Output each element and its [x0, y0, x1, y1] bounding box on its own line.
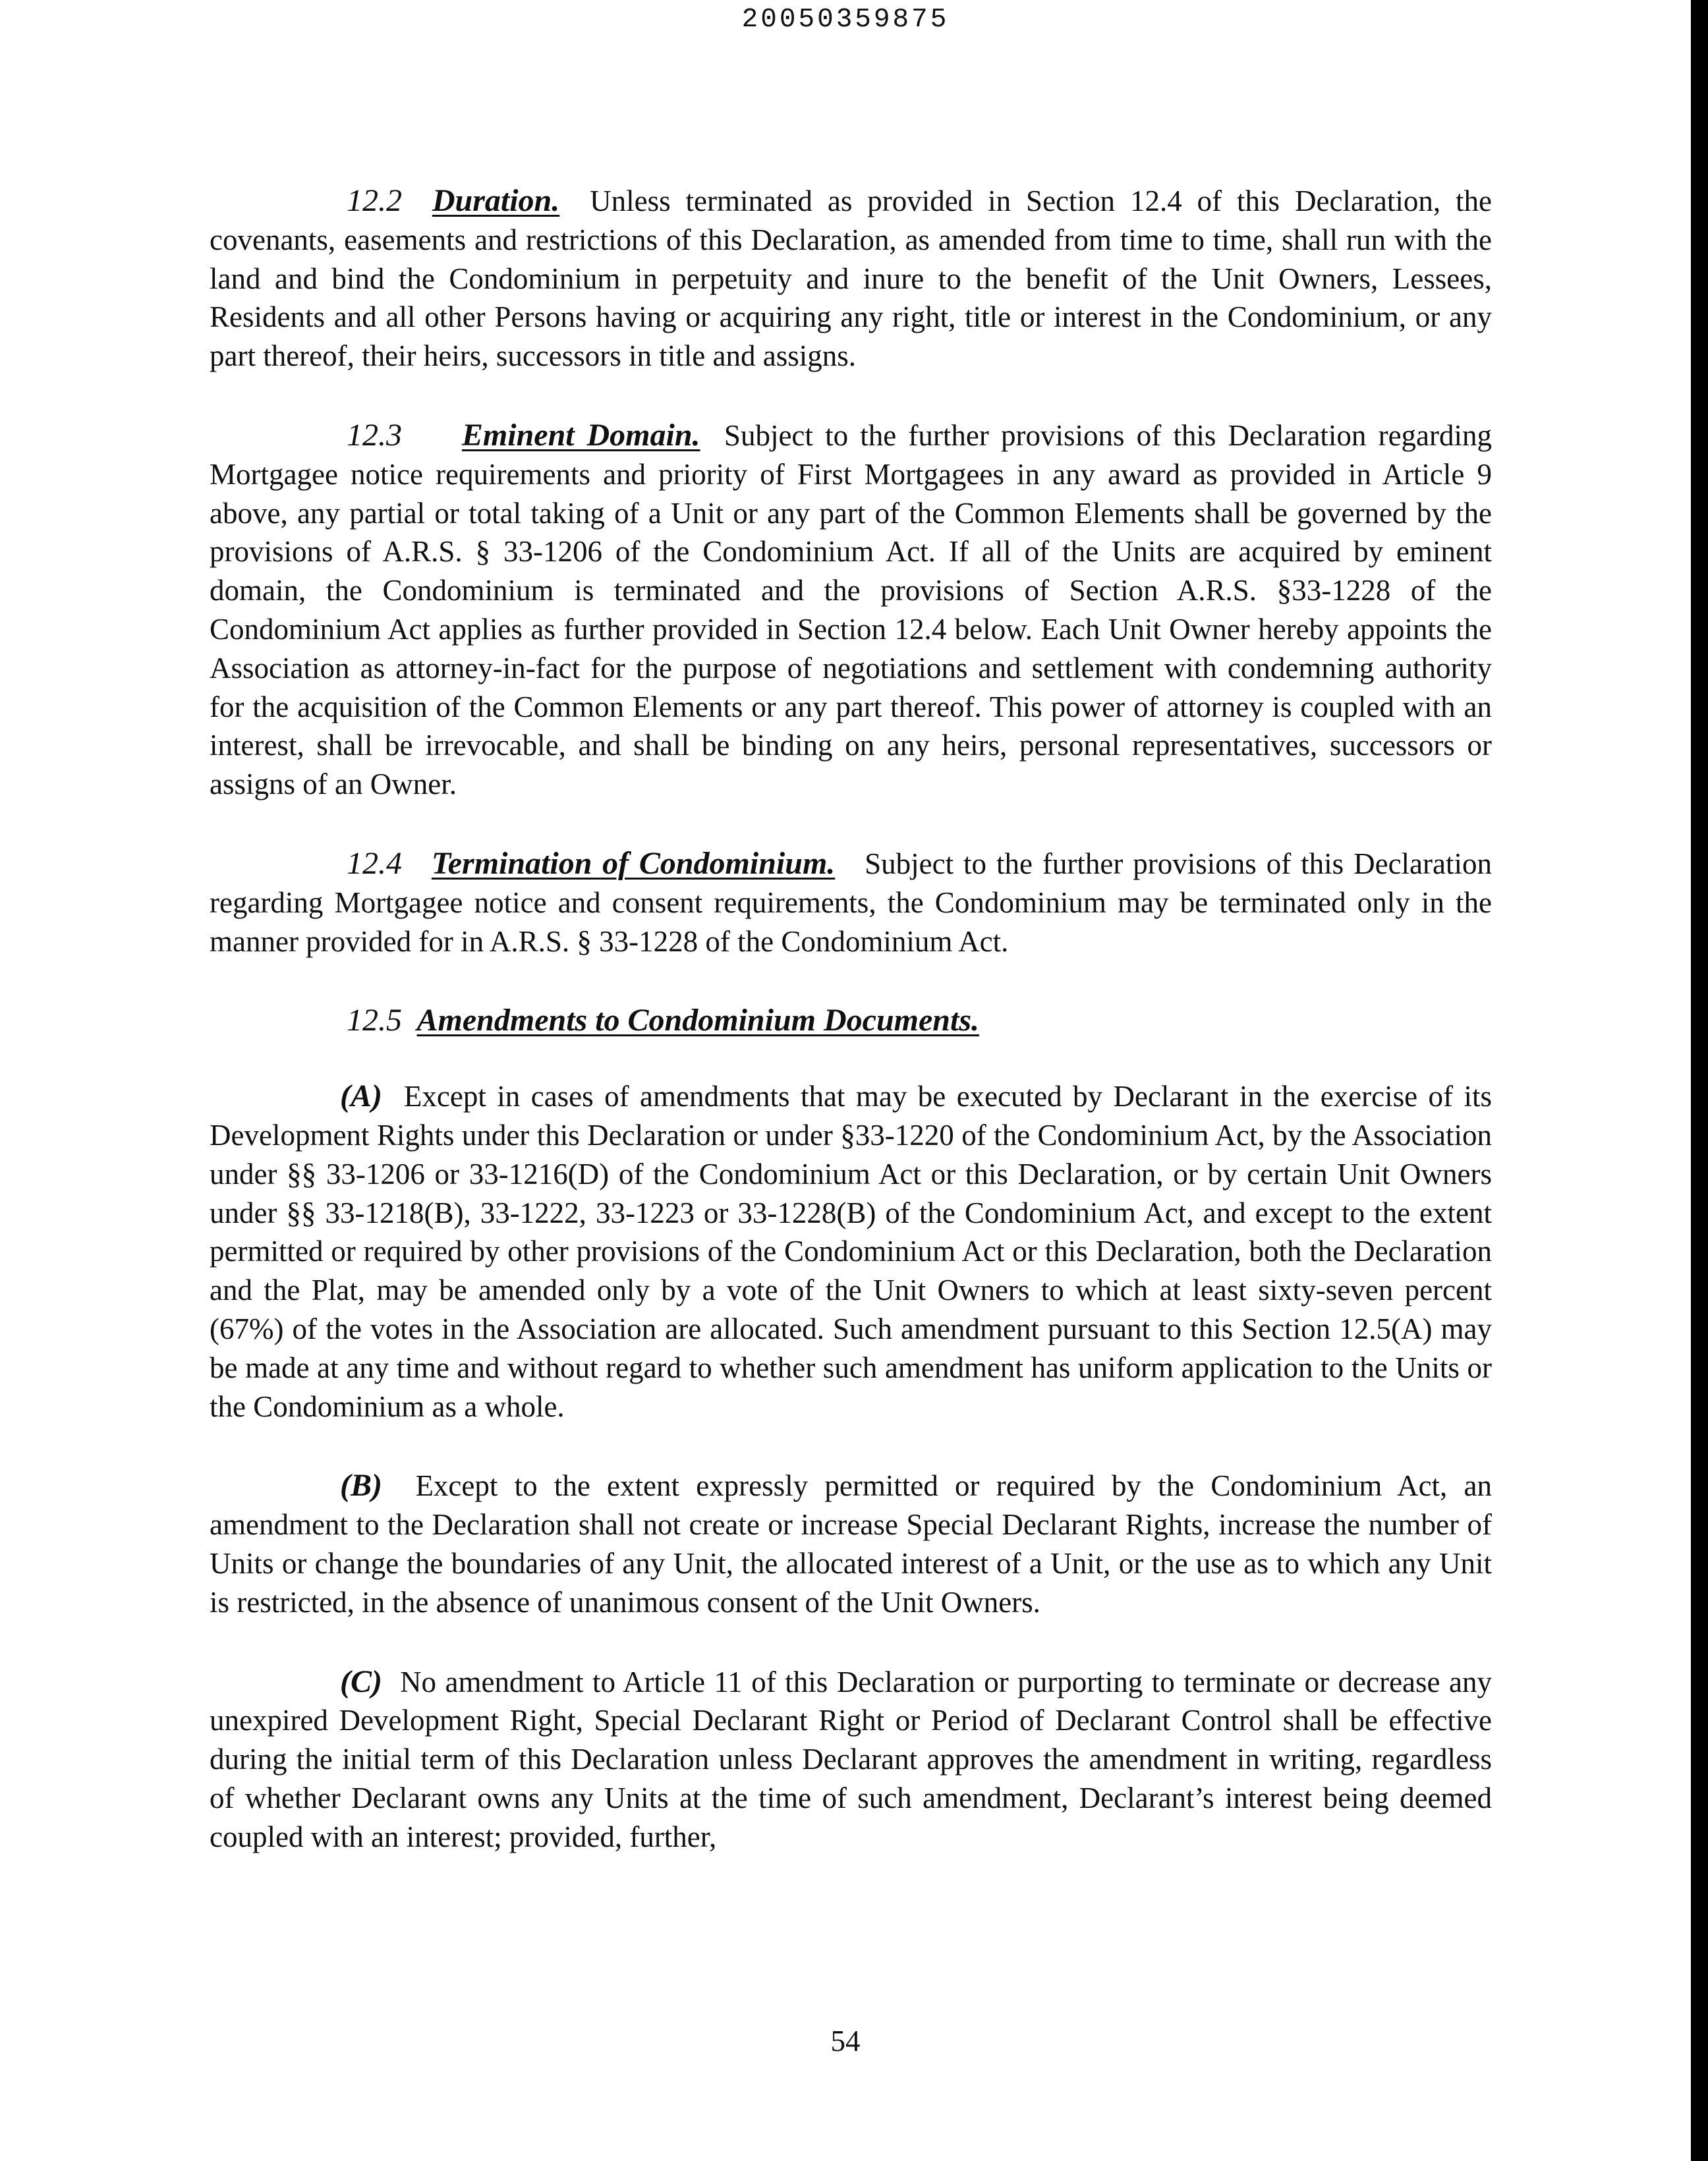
document-body [210, 182, 1492, 1856]
section-title: Eminent Domain. [461, 417, 700, 453]
subsection-text: No amendment to Article 11 of this Declaration or purporting to terminate or decrease any unexpired Development Right, Special Declarant Right or Period of Declarant Control shall be effective during the initial term of this Declaration unless Declarant approves the amendment in writing, regardless of whether Declarant owns any Units at the time of such amendment, Declarant’s interest being deemed coupled with an interest; provided, further, [210, 1665, 1493, 1853]
section-text: Subject to the further provisions of this Declaration regarding Mortgagee notice and consent requirements, the Condominium may be terminated only in the manner provided for in A.R.S. § 33-1228 of the Condominium Act. [210, 847, 1492, 958]
section-number: 12.4 [347, 845, 402, 881]
document-number: 20050359875 [741, 5, 950, 35]
section-title: Termination of Condominium. [431, 845, 836, 881]
subsection-a [210, 1077, 1492, 1426]
section-text: Subject to the further provisions of this Declaration regarding Mortgagee notice requirements and priority of First Mortgagees in any award as provided in Article 9 above, any partial or total taking of a Unit or any part of the Common Elements shall be governed by the provisions of A.R.S. § 33-1206 of the Condominium Act. If all of the Units are acquired by eminent domain, the Condominium is terminated and the provisions of Section A.R.S. §33-1228 of the Condominium Act applies as further provided in Section 12.4 below. Each Unit Owner hereby appoints the Association as attorney-in-fact for the purpose of negotiations and settlement with condemning authority for the acquisition of the Common Elements or any part thereof. This power of attorney is coupled with an interest, shall be irrevocable, and shall be binding on any heirs, personal representatives, successors or assigns of an Owner. [210, 418, 1493, 801]
subsection-b [210, 1467, 1492, 1621]
scan-edge-border [1691, 0, 1708, 2161]
section-title: Duration. [432, 183, 560, 218]
section-text: Unless terminated as provided in Section 12.4 of this Declaration, the covenants, easements and restrictions of this Declaration, as amended from time to time, shall run with the land and bind the Condominium in perpetuity and inure to the benefit of the Unit Owners, Lessees, Residents and all other Persons having or acquiring any right, title or interest in the Condominium, or any part thereof, their heirs, successors in title and assigns. [210, 184, 1493, 373]
subsection-label: (C) [340, 1664, 382, 1699]
section-number: 12.3 [347, 417, 402, 453]
subsection-text: Except to the extent expressly permitted or required by the Condominium Act, an amendment to the Declaration shall not create or increase Special Declarant Rights, increase the number of Units or change the boundaries of any Unit, the allocated interest of a Unit, or the use as to which any Unit is restricted, in the absence of unanimous consent of the Unit Owners. [210, 1469, 1492, 1619]
subsection-text: Except in cases of amendments that may be executed by Declarant in the exercise of its Development Rights under this Declaration or under §33-1220 of the Condominium Act, by the Association under §§ 33-1206 or 33-1216(D) of the Condominium Act or this Declaration, or by certain Unit Owners under §§ 33-1218(B), 33-1222, 33-1223 or 33-1228(B) of the Condominium Act, and except to the extent permitted or required by other provisions of the Condominium Act or this Declaration, both the Declaration and the Plat, may be amended only by a vote of the Unit Owners to which at least sixty-seven percent (67%) of the votes in the Association are allocated. Such amendment pursuant to this Section 12.5(A) may be made at any time and without regard to whether such amendment has uniform application to the Units or the Condominium as a whole. [210, 1080, 1493, 1423]
section-number: 12.2 [347, 183, 402, 218]
section-12-5-heading [210, 1001, 1492, 1040]
subsection-label: (A) [340, 1079, 382, 1114]
subsection-label: (B) [340, 1468, 382, 1503]
section-12-3 [210, 416, 1492, 804]
section-title: Amendments to Condominium Documents. [416, 1003, 979, 1038]
section-12-2 [210, 182, 1492, 376]
section-12-4 [210, 845, 1492, 961]
section-number: 12.5 [347, 1003, 402, 1038]
subsection-c [210, 1663, 1492, 1857]
page-number: 54 [830, 2025, 861, 2058]
